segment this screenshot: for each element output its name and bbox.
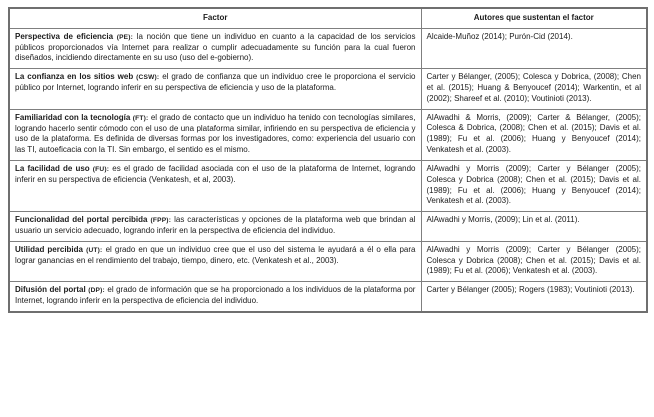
factor-description: las características y opciones de la plataforma web que brindan al usuario un servicio adecuado, logrando inferir en la perspectiva de eficiencia del individuo. — [15, 215, 416, 236]
factor-description: el grado de información que se ha proporcionado a los individuos de la plataforma por Internet, logrando inferir en la perspectiva de eficiencia del individuo. — [15, 285, 416, 306]
factor-term: Utilidad percibida — [15, 244, 83, 254]
factor-abbr: (FU): — [92, 165, 110, 173]
factor-cell — [9, 109, 421, 160]
authors-text: AlAwadhi & Morris, (2009); Carter & Bélanger, (2005); Colesca & Dobrica, (2008); Chen et al. (2015); Davis et al. (1989); Fu et al. (2006); Huang y Benyoucef (2014); Venkatesh et al. (2003). — [426, 112, 641, 155]
factor-abbr: (DP): — [88, 287, 105, 295]
factor-term: La facilidad de uso — [15, 163, 90, 173]
header-row — [9, 8, 647, 28]
authors-cell — [421, 241, 647, 281]
factor-cell — [9, 241, 421, 281]
table-row — [9, 109, 647, 160]
factor-cell — [9, 160, 421, 211]
factor-term: Familiaridad con la tecnología — [15, 112, 131, 122]
factor-description: la noción que tiene un individuo en cuanto a la capacidad de los servicios públicos proporcionados vía Internet para realizar o cumplir adecuadamente su función para la cual fueron diseñados, incidiendo directamente en su uso (uso del e-gobierno). — [15, 31, 416, 63]
authors-text: Alcaide-Muñoz (2014); Purón-Cid (2014). — [426, 31, 573, 41]
authors-cell — [421, 28, 647, 68]
factor-term: Perspectiva de eficiencia — [15, 31, 114, 41]
factor-cell — [9, 282, 421, 312]
factor-term: Funcionalidad del portal percibida — [15, 215, 148, 225]
authors-text: Carter y Bélanger, (2005); Colesca y Dobrica, (2008); Chen et al. (2015); Huang & Benyoucef (2014); Warkentin, et al (2002); Shareef et al. (2010); Voutinioti (2013). — [426, 72, 641, 103]
factors-table — [8, 7, 648, 313]
factor-abbr: (PE): — [116, 33, 134, 41]
factor-description: el grado de contacto que un individuo ha tenido con tecnologías similares, logrando hacerlo sentir cómodo con el uso de una plataforma similar, infiriendo en su perspectiva de eficiencia y uso de la plataforma. Es definida de diversas formas por los investigadores, como: experiencia del usuario con las TI, autoeficacia con la TI. Sin embargo, el sentido es el mismo. — [15, 112, 416, 155]
table-row — [9, 160, 647, 211]
table-row — [9, 28, 647, 68]
authors-cell — [421, 160, 647, 211]
factor-description: es el grado de facilidad asociada con el uso de la plataforma de Internet, logrando inferir en su perspectiva de eficiencia (Venkatesh, et al, 2003). — [15, 163, 416, 184]
authors-cell — [421, 109, 647, 160]
authors-cell — [421, 69, 647, 109]
table-row — [9, 69, 647, 109]
factor-description: el grado en que un individuo cree que el uso del sistema le ayudará a él o ella para lograr ganancias en el rendimiento del trabajo, tiempo, dinero, etc. (Venkatesh et al., 2003). — [15, 244, 416, 265]
authors-text: AlAwadhi y Morris, (2009); Lin et al. (2011). — [426, 215, 580, 225]
table-row — [9, 212, 647, 242]
authors-cell — [421, 282, 647, 312]
authors-text: Carter y Bélanger (2005); Rogers (1983); Voutinioti (2013). — [426, 285, 635, 295]
header-authors: Autores que sustentan el factor — [421, 8, 647, 28]
factor-term: La confianza en los sitios web — [15, 72, 134, 82]
factor-abbr: (FPP): — [150, 217, 172, 225]
factor-abbr: (UT): — [86, 246, 103, 254]
authors-text: AlAwadhi y Morris (2009); Carter y Bélanger (2005); Colesca y Dobrica (2008); Chen et al. (2015); Davis et al. (1989); Fu et al. (2006); Venkatesh et al. (2003). — [426, 244, 641, 276]
table-row — [9, 241, 647, 281]
factor-abbr: (CSW): — [136, 74, 160, 82]
factor-cell — [9, 28, 421, 68]
factor-abbr: (FT): — [132, 114, 149, 122]
factor-cell — [9, 212, 421, 242]
factor-cell — [9, 69, 421, 109]
header-factor: Factor — [9, 8, 421, 28]
authors-text: AlAwadhi y Morris (2009); Carter y Bélanger (2005); Colesca y Dobrica (2008); Chen et al. (2015); Davis et al. (1989); Fu et al. (2006); Huang y Benyoucef (2014); Venkatesh et al. (2003). — [426, 163, 641, 206]
table-row — [9, 282, 647, 312]
factor-term: Difusión del portal — [15, 285, 86, 295]
authors-cell — [421, 212, 647, 242]
factor-description: el grado de confianza que un individuo cree le proporciona el servicio público por Internet, logrando inferir en su perspectiva de eficiencia y uso de la plataforma. — [15, 72, 416, 93]
